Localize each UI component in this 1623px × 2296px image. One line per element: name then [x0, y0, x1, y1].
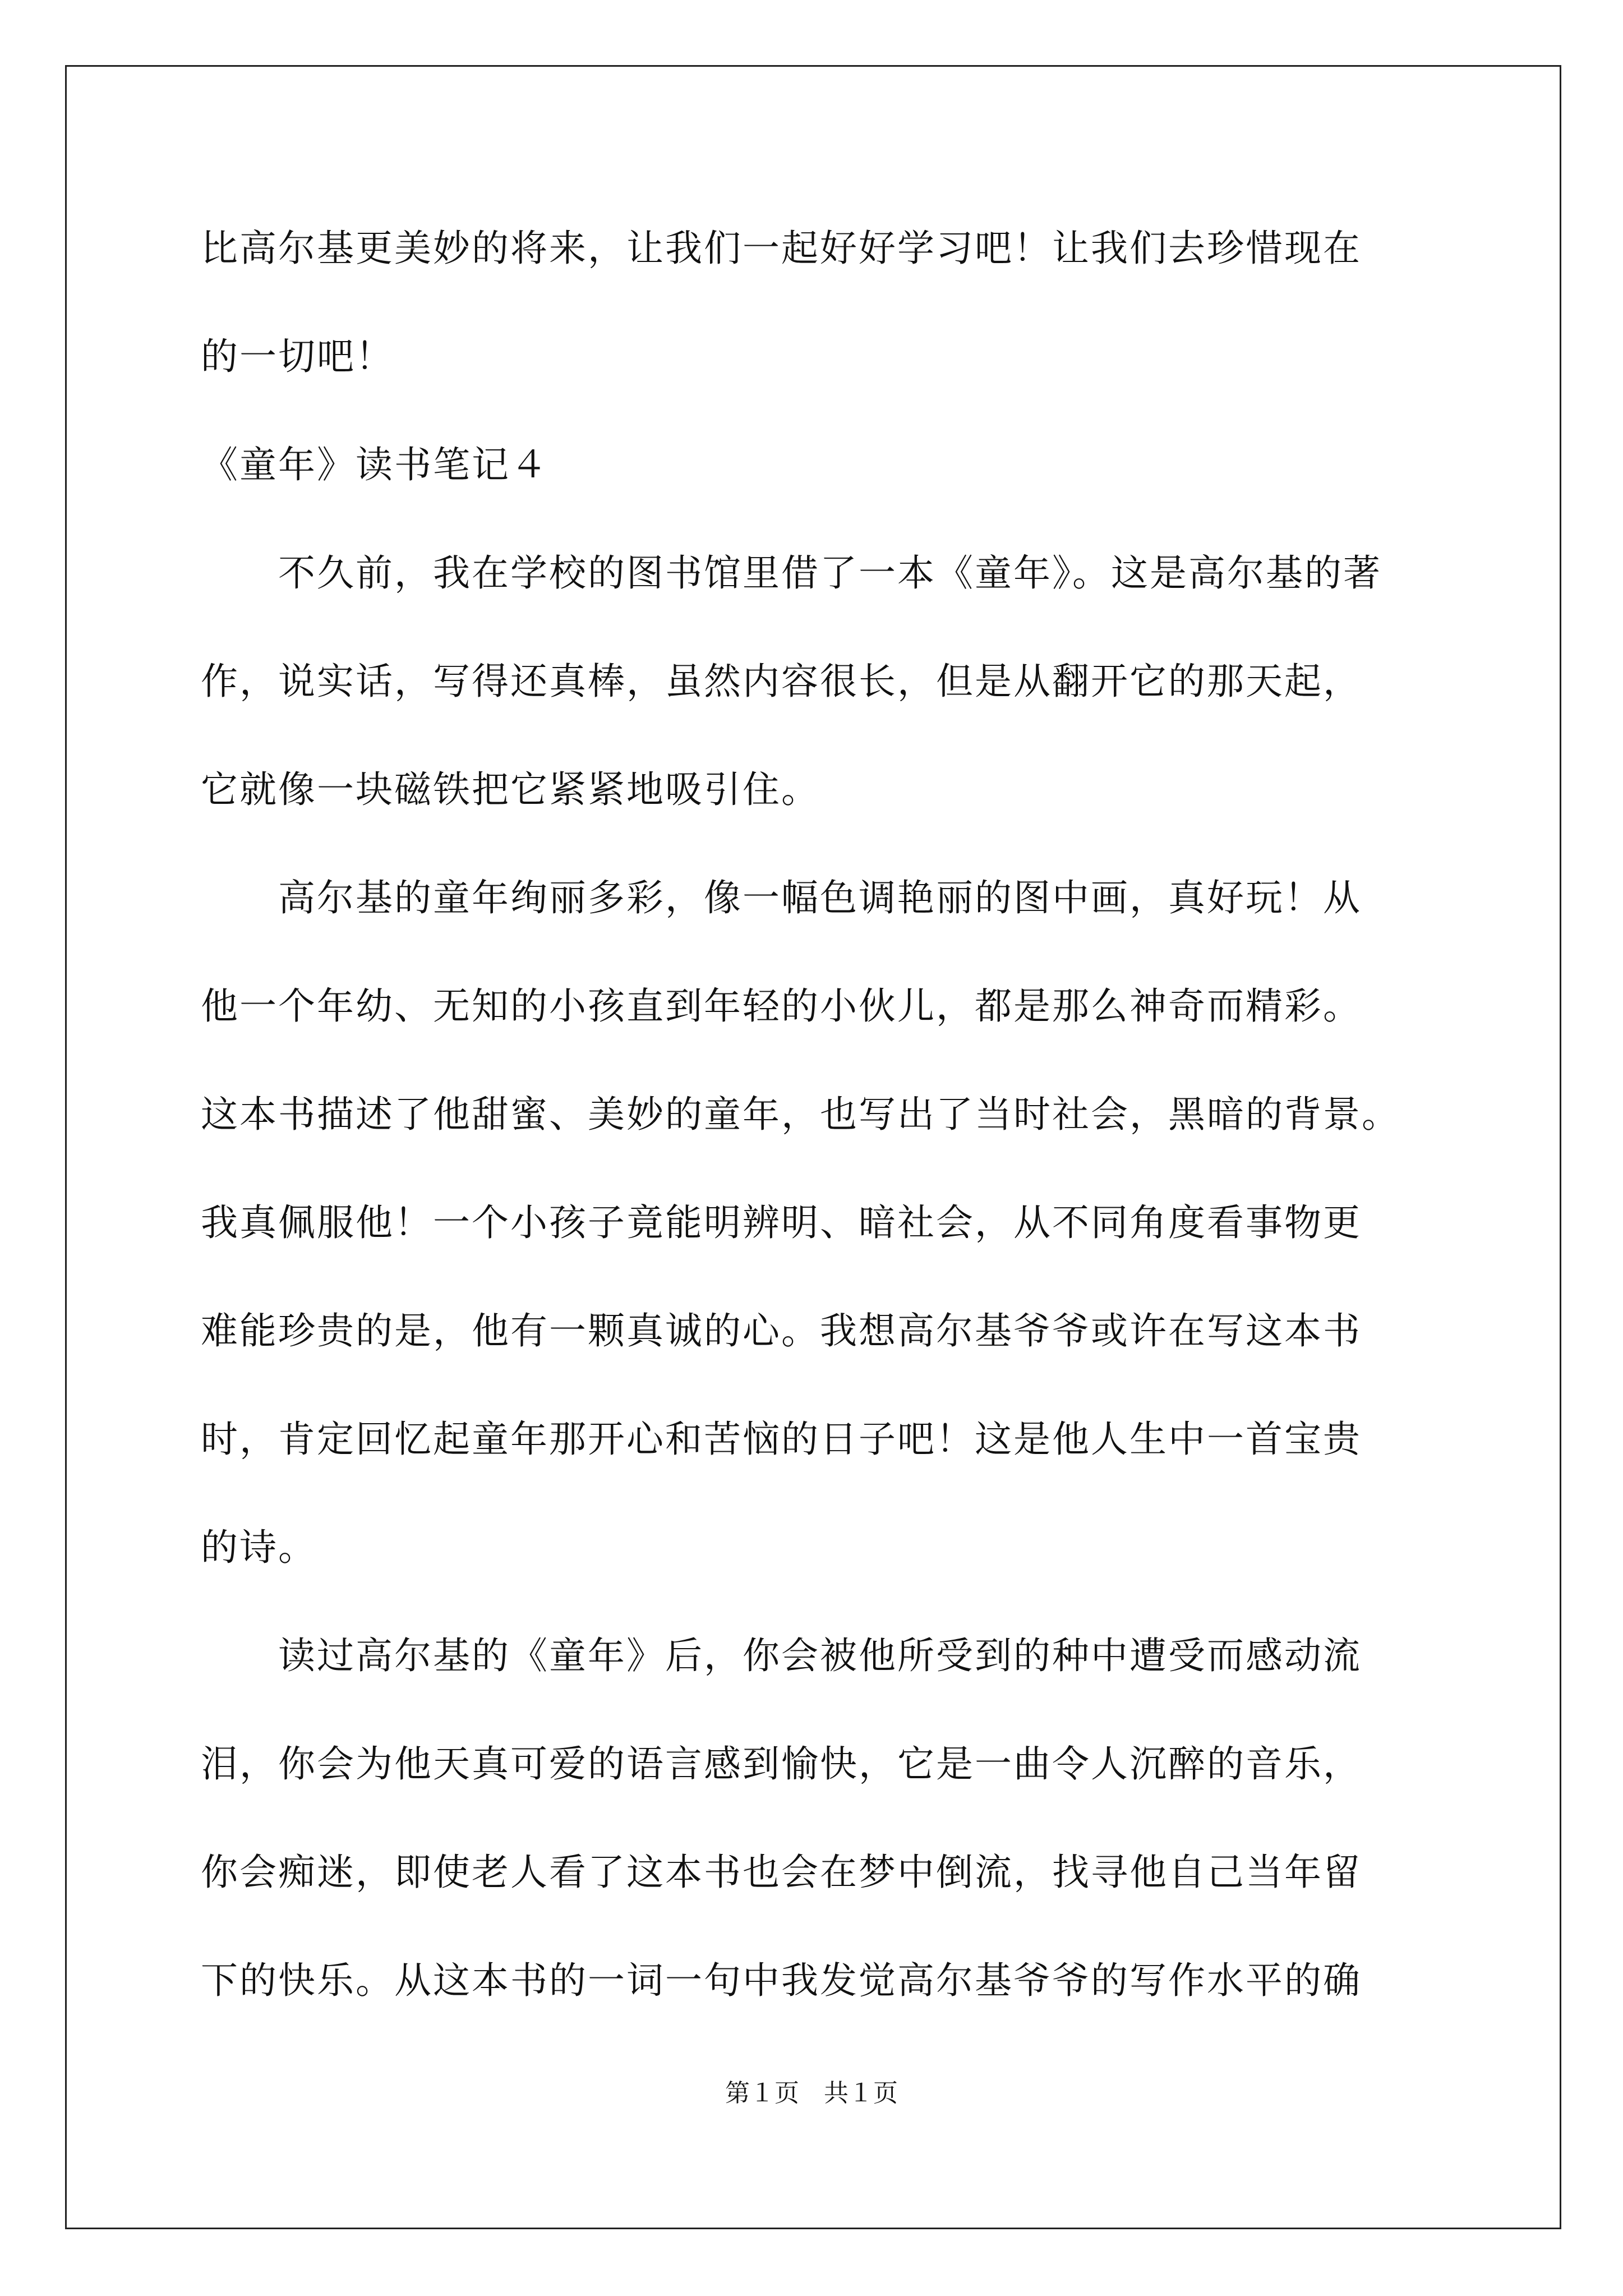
text-line: 泪，你会为他天真可爱的语言感到愉快，它是一曲令人沉醉的音乐， — [201, 1742, 1362, 1786]
section-heading: 《童年》读书笔记４ — [201, 443, 549, 486]
page-footer: 第１页 共１页 — [725, 2079, 898, 2108]
text-line: 它就像一块磁铁把它紧紧地吸引住。 — [201, 768, 820, 811]
text-line: 的一切吧！ — [201, 335, 394, 378]
text-line: 难能珍贵的是，他有一颗真诚的心。我想高尔基爷爷或许在写这本书 — [201, 1309, 1362, 1352]
text-line: 他一个年幼、无知的小孩直到年轻的小伙儿，都是那么神奇而精彩。 — [201, 984, 1362, 1028]
paragraph-line: 高尔基的童年绚丽多彩，像一幅色调艳丽的图中画，真好玩！从 — [201, 876, 1362, 919]
page-border — [65, 65, 1561, 2229]
text-line: 作，说实话，写得还真棒，虽然内容很长，但是从翻开它的那天起， — [201, 660, 1362, 703]
text-line: 的诗。 — [201, 1526, 317, 1569]
paragraph-line: 不久前，我在学校的图书馆里借了一本《童年》。这是高尔基的著 — [201, 551, 1382, 595]
text-line: 下的快乐。从这本书的一词一句中我发觉高尔基爷爷的写作水平的确 — [201, 1959, 1362, 2002]
text-line: 比高尔基更美妙的将来，让我们一起好好学习吧！让我们去珍惜现在 — [201, 227, 1362, 270]
text-line: 这本书描述了他甜蜜、美妙的童年，也写出了当时社会，黑暗的背景。 — [201, 1093, 1400, 1136]
paragraph-line: 读过高尔基的《童年》后，你会被他所受到的种中遭受而感动流 — [201, 1634, 1362, 1677]
text-line: 时，肯定回忆起童年那开心和苦恼的日子吧！这是他人生中一首宝贵 — [201, 1418, 1362, 1461]
text-line: 我真佩服他！一个小孩子竟能明辨明、暗社会，从不同角度看事物更 — [201, 1201, 1362, 1244]
text-line: 你会痴迷，即使老人看了这本书也会在梦中倒流，找寻他自己当年留 — [201, 1851, 1362, 1894]
